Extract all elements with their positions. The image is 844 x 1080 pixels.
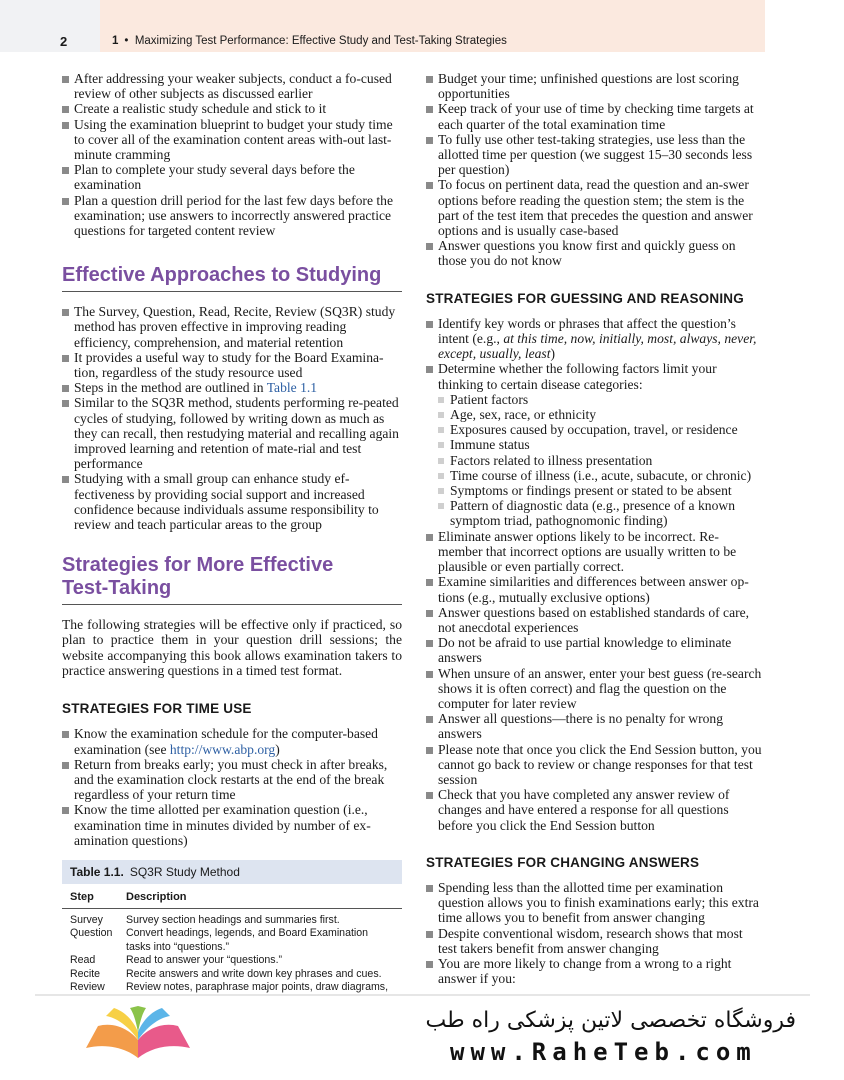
studying-bullet-list <box>62 304 402 532</box>
abp-website-link[interactable]: http://www.abp.org <box>169 741 276 757</box>
open-book-rainbow-logo-icon <box>78 1006 198 1066</box>
table-row <box>62 968 402 982</box>
list-item: Create a realistic study schedule and stick to it <box>62 101 402 116</box>
list-item <box>62 380 402 395</box>
list-item: It provides a useful way to study for the Board Examina-tion, regardless of the study resource used <box>62 350 402 380</box>
sublist-item: Immune status <box>438 437 762 452</box>
list-item-text: Know the examination schedule for the computer-based examination (see <box>74 726 378 757</box>
table-row <box>62 954 402 968</box>
table-row <box>62 914 402 928</box>
sublist-item: Factors related to illness presentation <box>438 453 762 468</box>
intro-paragraph: The following strategies will be effective only if practiced, so plan to practice them in your question drill sessions; the website accompanying this book allows examination takers to practice answering questions in a timed test format. <box>62 617 402 678</box>
table-header-row <box>62 884 402 909</box>
list-item: Please note that once you click the End Session button, you cannot go back to review or change responses for that test session <box>426 742 762 788</box>
list-item-text: ) <box>275 741 280 757</box>
list-item: Do not be afraid to use partial knowledge to eliminate answers <box>426 635 762 665</box>
list-item: Answer questions based on established standards of care, not anecdotal experiences <box>426 605 762 635</box>
table-cell-step: Recite <box>70 967 101 980</box>
list-item: To focus on pertinent data, read the question and an-swer options before reading the question stem; the stem is the part of the test item that precedes the question and answer options and is usually case-based <box>426 177 762 238</box>
left-column <box>62 71 402 848</box>
time-use-bullet-list-continued <box>426 71 762 269</box>
table-label: Table 1.1. <box>70 865 124 879</box>
section-heading-line: Strategies for More Effective <box>62 554 334 577</box>
guessing-bullet-list <box>426 316 762 833</box>
column-header-description: Description <box>126 891 187 903</box>
list-item <box>426 316 762 362</box>
footer-divider <box>35 994 810 996</box>
column-header-step: Step <box>70 891 94 903</box>
table-title: SQ3R Study Method <box>129 865 240 879</box>
list-item: Answer questions you know first and quickly guess on those you do not know <box>426 238 762 268</box>
section-heading-studying: Effective Approaches to Studying <box>62 264 402 292</box>
list-item: To fully use other test-taking strategies, use less than the allotted time per question (we suggest 15–30 seconds less per question) <box>426 132 762 178</box>
list-item: Know the time allotted per examination question (i.e., examination time in minutes divided by number of ex-amination questions) <box>62 802 402 848</box>
list-item: Similar to the SQ3R method, students performing re-peated cycles of studying, followed by writing down as much as they can recall, then restudying material and recalling again improved learning and retention of mate-rial and test performance <box>62 395 402 471</box>
shop-name: فروشگاه تخصصی لاتین پزشکی راه طب <box>425 1008 796 1033</box>
table-row <box>62 927 402 954</box>
list-item: Using the examination blueprint to budget your study time to cover all of the examination content areas with-out last-minute cramming <box>62 117 402 163</box>
chapter-number: 1 <box>112 35 119 47</box>
watermark-footer <box>0 994 844 1080</box>
intro-bullet-list <box>62 71 402 238</box>
table-cell-description: Read to answer your “questions.” <box>126 954 283 966</box>
subheading-time-use: STRATEGIES FOR TIME USE <box>62 701 252 717</box>
sq3r-table <box>62 860 402 1008</box>
table-cell-step: Review <box>70 981 105 993</box>
table-title-bar <box>62 860 402 884</box>
list-item <box>426 361 762 528</box>
list-item: Spending less than the allotted time per examination question allows you to finish examinations early; this extra time allows you to benefit from answer changing <box>426 880 762 926</box>
table-cell-description: Recite answers and write down key phrases and cues. <box>126 967 382 980</box>
list-item-text: Steps in the method are outlined in <box>74 380 267 396</box>
subheading-guessing: STRATEGIES FOR GUESSING AND REASONING <box>426 290 744 306</box>
sublist-item: Age, sex, race, or ethnicity <box>438 407 762 422</box>
table-cell-step: Read <box>70 954 96 966</box>
list-item: Plan a question drill period for the last few days before the examination; use answers to incorrectly answered practice questions for targeted content review <box>62 193 402 239</box>
list-item <box>62 726 402 756</box>
table-cell-step: Question <box>70 927 113 939</box>
list-item-text: Determine whether the following factors limit your thinking to certain disease categories: <box>438 361 717 392</box>
list-item: Check that you have completed any answer review of changes and have entered a response for all questions before you click the End Session button <box>426 787 762 833</box>
sublist-item: Time course of illness (i.e., acute, subacute, or chronic) <box>438 468 762 483</box>
factors-sublist <box>438 392 762 529</box>
list-item-text: ) <box>550 346 556 362</box>
list-item: Examine similarities and differences between answer op-tions (e.g., mutually exclusive options) <box>426 574 762 604</box>
list-item: Despite conventional wisdom, research shows that most test takers benefit from answer changing <box>426 926 762 956</box>
table-cell-description: Convert headings, legends, and Board Examination tasks into “questions.” <box>126 927 369 953</box>
list-item: Answer all questions—there is no penalty for wrong answers <box>426 711 762 741</box>
list-item: Keep track of your use of time by checking time targets at each quarter of the total examination time <box>426 101 762 131</box>
table-cell-step: Survey <box>70 913 103 926</box>
page-number: 2 <box>60 34 68 49</box>
table-cell-description: Survey section headings and summaries first. <box>126 913 340 926</box>
right-column <box>426 71 762 986</box>
sublist-item: Pattern of diagnostic data (e.g., presence of a known symptom triad, pathognomonic finding) <box>438 498 762 528</box>
list-item-text: Identify key words or phrases that affect the question’s intent (e.g., <box>438 315 736 347</box>
list-item: Plan to complete your study several days before the examination <box>62 162 402 192</box>
time-use-bullet-list <box>62 726 402 848</box>
running-title <box>112 35 507 47</box>
table-reference-link[interactable]: Table 1.1 <box>266 380 318 396</box>
sublist-item: Symptoms or findings present or stated to be absent <box>438 483 762 498</box>
list-item: Budget your time; unfinished questions are lost scoring opportunities <box>426 71 762 101</box>
sublist-item: Exposures caused by occupation, travel, or residence <box>438 422 762 437</box>
title-separator: • <box>124 35 129 47</box>
page-number-box <box>0 0 100 52</box>
list-item: When unsure of an answer, enter your best guess (re-search shows it is often correct) and flag the question on the computer for later review <box>426 666 762 712</box>
list-item: The Survey, Question, Read, Recite, Review (SQ3R) study method has proven effective in improving reading efficiency, comprehension, and material retention <box>62 304 402 350</box>
list-item: You are more likely to change from a wrong to a right answer if you: <box>426 956 762 986</box>
list-item: Eliminate answer options likely to be incorrect. Re-member that incorrect options are usually written to be plausible or even partially correct. <box>426 529 762 575</box>
key-words-italic: at this time, now, initially, most, always, never, except, usually, least <box>438 331 757 362</box>
table-cell-description: Review notes, paraphrase major points, draw diagrams, <box>126 981 389 993</box>
shop-url: www.RaheTeb.com <box>450 1038 757 1066</box>
section-heading-test-taking <box>62 554 402 605</box>
section-heading-line: Test-Taking <box>62 577 172 600</box>
list-item: After addressing your weaker subjects, conduct a fo-cused review of other subjects as discussed earlier <box>62 71 402 101</box>
subheading-changing-answers: STRATEGIES FOR CHANGING ANSWERS <box>426 854 700 870</box>
changing-answers-bullet-list <box>426 880 762 986</box>
list-item: Studying with a small group can enhance study ef-fectiveness by providing social support and increased confidence because individuals assume responsibility to review and teach particular areas to the group <box>62 471 402 532</box>
sublist-item: Patient factors <box>438 392 762 407</box>
chapter-title: Maximizing Test Performance: Effective Study and Test-Taking Strategies <box>134 35 507 47</box>
list-item: Return from breaks early; you must check in after breaks, and the examination clock restarts at the end of the break regardless of your return time <box>62 757 402 803</box>
page-header <box>0 0 844 52</box>
